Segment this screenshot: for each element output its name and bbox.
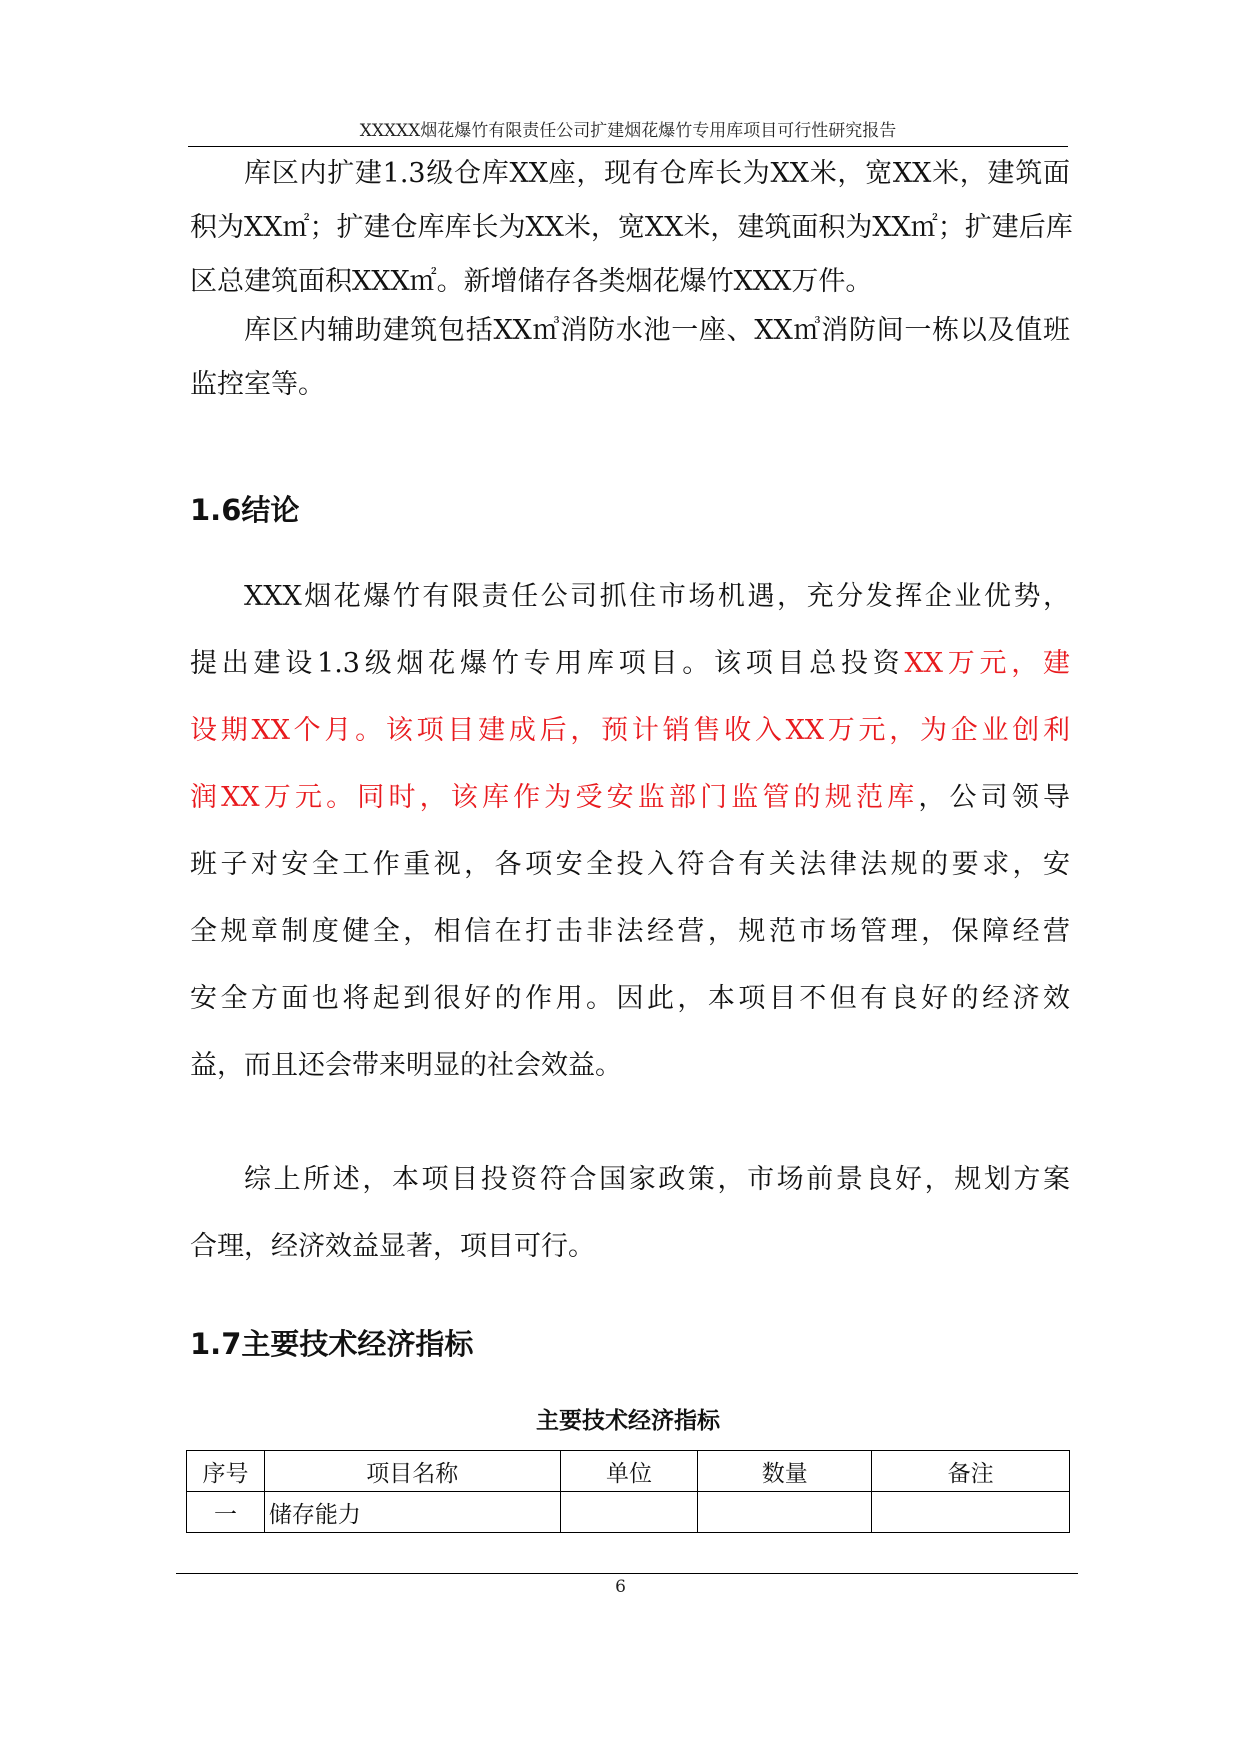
text-line: 益，而且还会带来明显的社会效益。 [190, 1050, 622, 1081]
text-line: 班子对安全工作重视，各项安全投入符合有关法律法规的要求，安 [190, 849, 1070, 880]
text-line: 合理，经济效益显著，项目可行。 [190, 1231, 595, 1262]
text-line: 综上所述，本项目投资符合国家政策，市场前景良好，规划方案 [244, 1164, 1070, 1195]
table-title: 主要技术经济指标 [536, 1408, 720, 1434]
column-header-quantity: 数量 [698, 1451, 872, 1492]
text-line: 库区内扩建1.3级仓库XX座，现有仓库长为XX米，宽XX米，建筑面 [244, 158, 1070, 189]
text-segment: ，公司领导 [918, 782, 1071, 813]
text-segment: 提出建设1.3级烟花爆竹专用库项目。该项目总投资 [190, 648, 905, 679]
highlighted-text: 润XX万元。同时，该库作为受安监部门监管的规范库 [190, 782, 919, 813]
running-header: XXXXX烟花爆竹有限责任公司扩建烟花爆竹专用库项目可行性研究报告 [359, 121, 897, 141]
footer-rule [176, 1573, 1078, 1574]
column-header-note: 备注 [872, 1451, 1070, 1492]
cell-quantity [698, 1492, 872, 1533]
text-line [190, 630, 1070, 697]
paragraph-warehouse-expansion [190, 147, 1073, 309]
text-line: 积为XX㎡；扩建仓库库长为XX米，宽XX米，建筑面积为XX㎡；扩建后库 [190, 212, 1073, 243]
table-row [187, 1492, 1070, 1533]
column-header-name: 项目名称 [264, 1451, 560, 1492]
page-number: 6 [615, 1577, 626, 1597]
cell-note [872, 1492, 1070, 1533]
paragraph-summary [190, 1146, 1070, 1280]
text-line: 监控室等。 [190, 369, 325, 400]
text-line: 安全方面也将起到很好的作用。因此，本项目不但有良好的经济效 [190, 983, 1070, 1014]
section-heading-indicators: 1.7主要技术经济指标 [190, 1327, 474, 1361]
paragraph-auxiliary-buildings [190, 304, 1070, 412]
cell-name: 储存能力 [264, 1492, 560, 1533]
paragraph-conclusion [190, 563, 1070, 1099]
highlighted-text: XX万元，建 [904, 648, 1070, 679]
indicators-table [186, 1450, 1070, 1533]
text-line: 区总建筑面积XXX㎡。新增储存各类烟花爆竹XXX万件。 [190, 266, 873, 297]
highlighted-text: 设期XX个月。该项目建成后，预计销售收入XX万元，为企业创利 [190, 715, 1070, 746]
text-line [190, 764, 1070, 831]
table-header-row [187, 1451, 1070, 1492]
text-line: 全规章制度健全，相信在打击非法经营，规范市场管理，保障经营 [190, 916, 1070, 947]
column-header-no: 序号 [187, 1451, 265, 1492]
text-line: 库区内辅助建筑包括XX㎥消防水池一座、XX㎥消防间一栋以及值班 [244, 315, 1070, 346]
column-header-unit: 单位 [560, 1451, 698, 1492]
cell-unit [560, 1492, 698, 1533]
text-line: XXX烟花爆竹有限责任公司抓住市场机遇，充分发挥企业优势， [244, 581, 1070, 612]
cell-no: 一 [187, 1492, 265, 1533]
section-heading-conclusion: 1.6结论 [190, 493, 300, 527]
